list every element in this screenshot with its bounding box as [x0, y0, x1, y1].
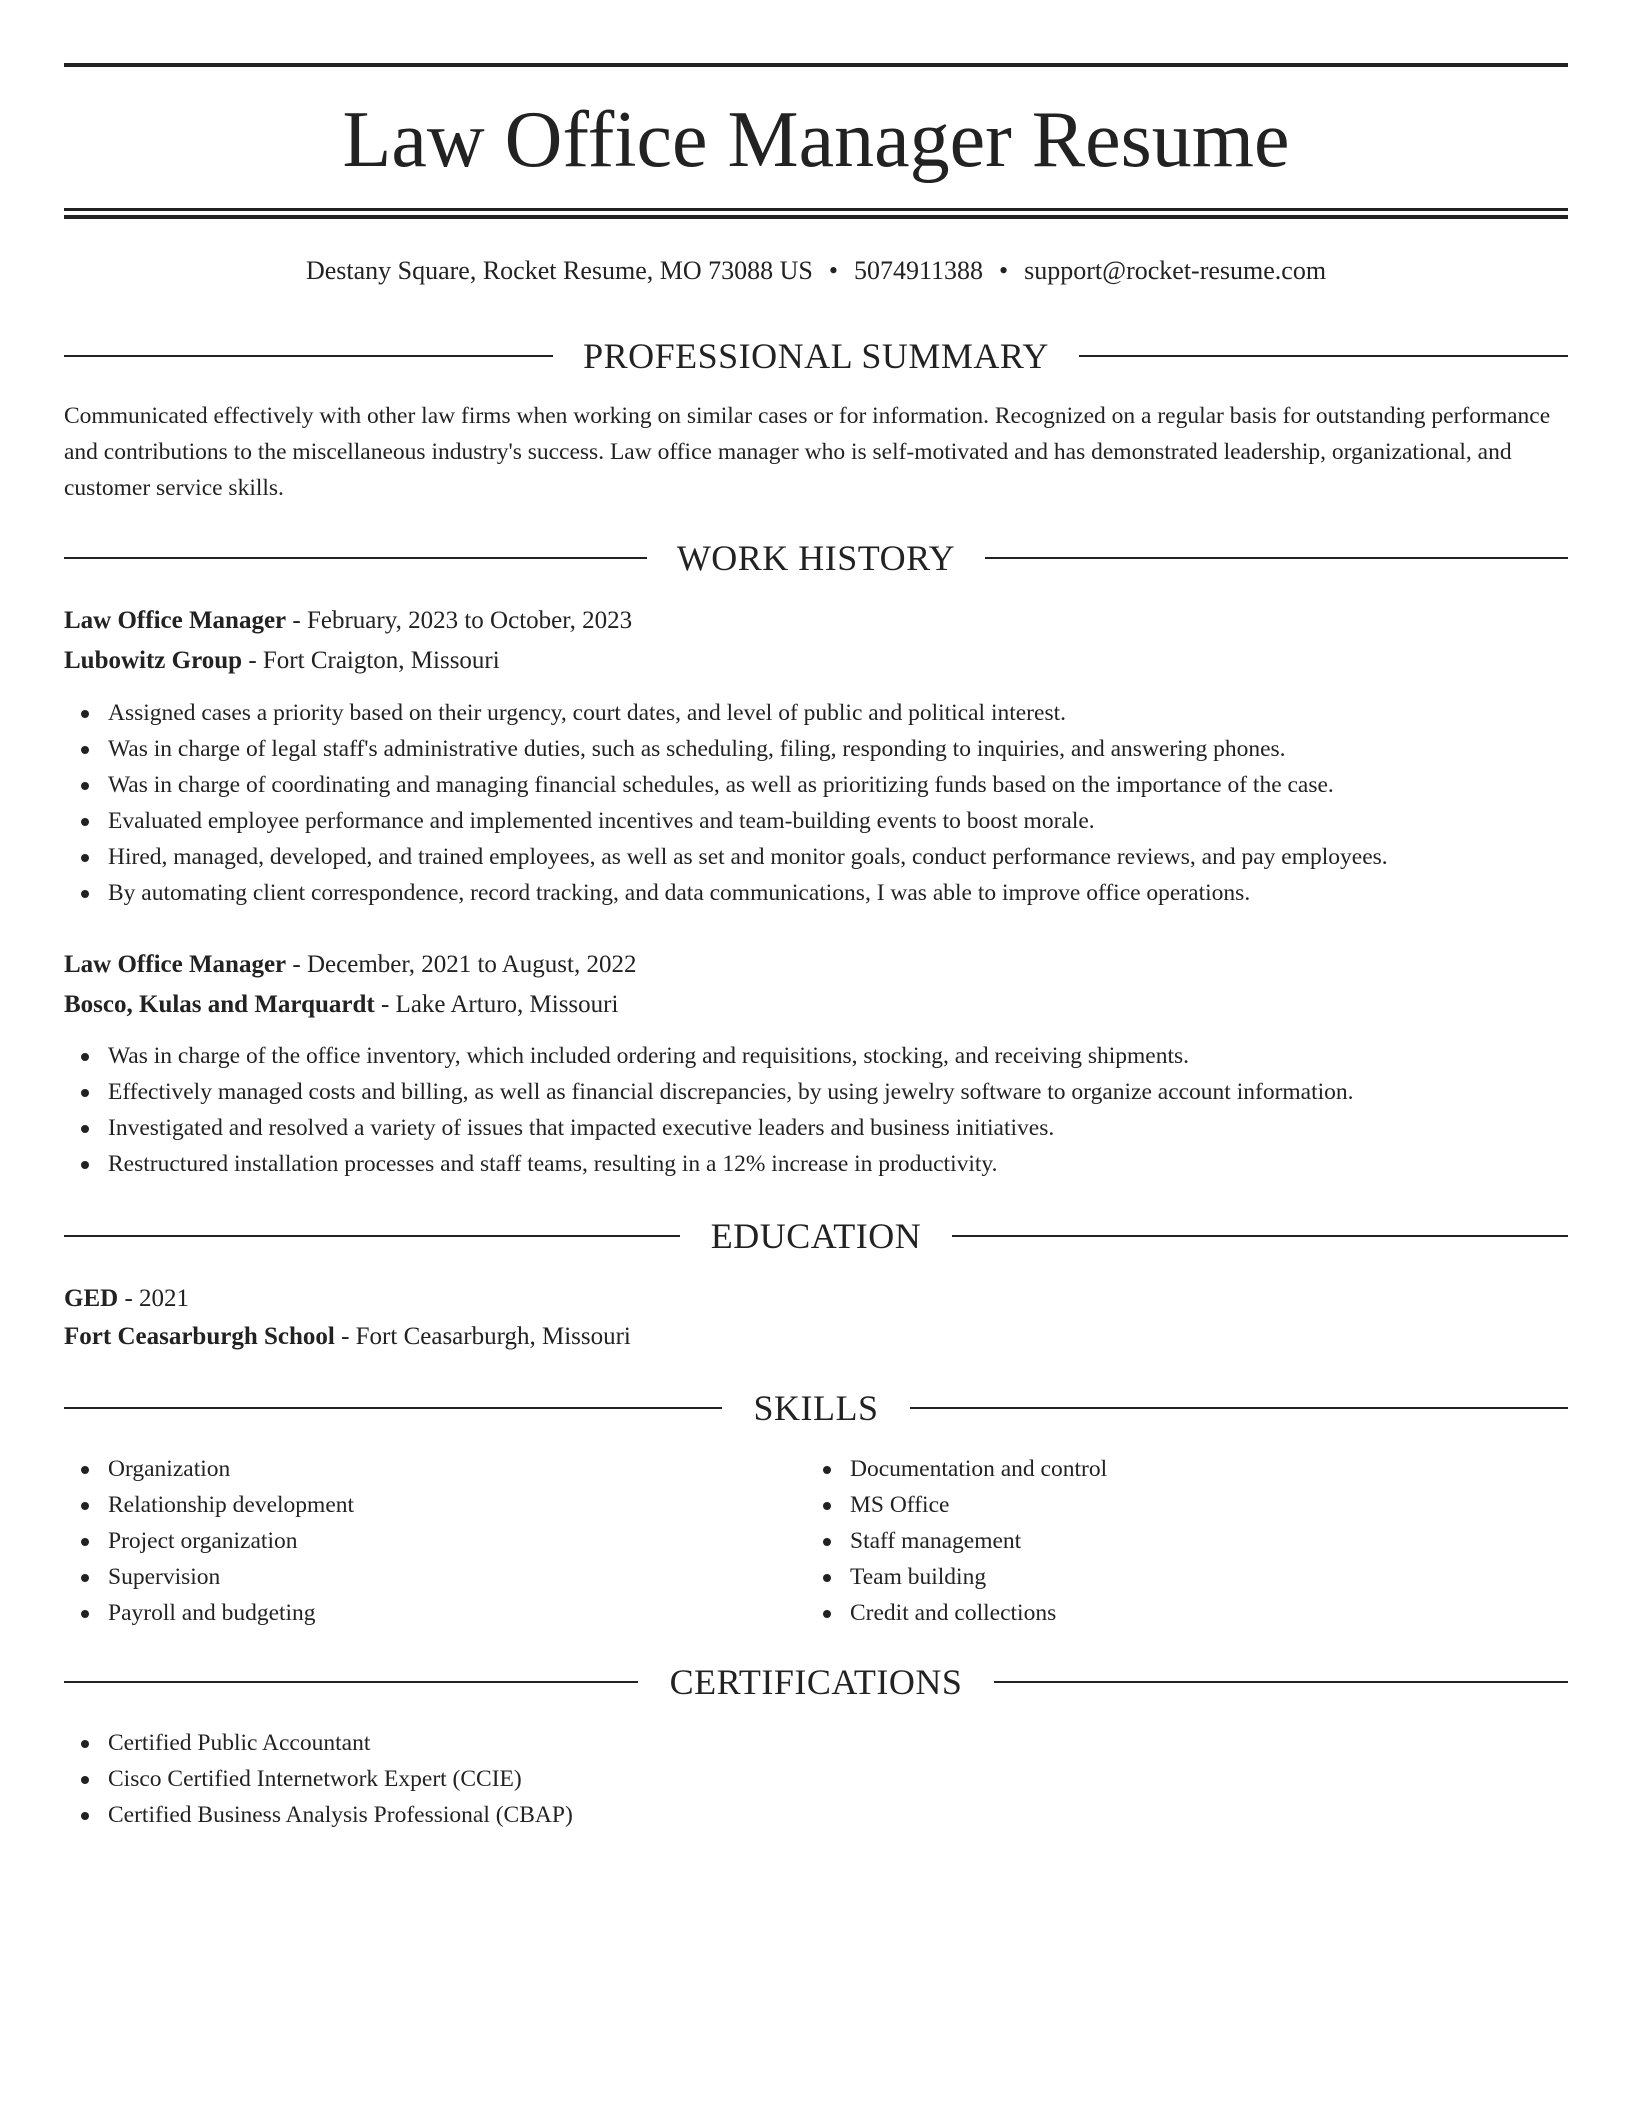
list-item: MS Office [806, 1487, 1107, 1523]
education-degree-line [64, 1281, 189, 1317]
list-item: Hired, managed, developed, and trained employees, as well as set and monitor goals, conduct performance reviews, and pay employees. [64, 839, 1388, 875]
list-item: Team building [806, 1559, 1107, 1595]
list-item: Was in charge of coordinating and managing financial schedules, as well as prioritizing funds based on the importance of the case. [64, 767, 1388, 803]
section-title: SKILLS [753, 1388, 879, 1428]
job-dates: - December, 2021 to August, 2022 [286, 951, 637, 978]
list-item: Cisco Certified Internetwork Expert (CCIE) [64, 1761, 573, 1797]
section-rule-right [910, 1407, 1568, 1409]
list-item: Certified Business Analysis Professional (CBAP) [64, 1797, 573, 1833]
list-item: By automating client correspondence, record tracking, and data communications, I was able to improve office operations. [64, 875, 1388, 911]
list-item: Certified Public Accountant [64, 1725, 573, 1761]
section-title: CERTIFICATIONS [669, 1662, 963, 1702]
job-title: Law Office Manager [64, 607, 287, 634]
education-school: Fort Ceasarburgh School [64, 1323, 335, 1350]
list-item: Relationship development [64, 1487, 354, 1523]
section-title: PROFESSIONAL SUMMARY [583, 336, 1049, 376]
section-rule-right [985, 557, 1568, 559]
list-item: Evaluated employee performance and implemented incentives and team-building events to boost morale. [64, 803, 1388, 839]
section-header-summary [64, 332, 1568, 380]
list-item: Project organization [64, 1523, 354, 1559]
section-rule-right [1079, 355, 1568, 357]
section-header-skills [64, 1384, 1568, 1432]
summary-paragraph: Communicated effectively with other law firms when working on similar cases or for information. Recognized on a regular basis for outstanding performance and contributions to the miscellaneous industry's success. Law office manager who is self-motivated and has demonstrated leadership, organizational, and customer service skills. [64, 403, 1551, 501]
job-company-line [64, 643, 500, 679]
section-header-certifications [64, 1658, 1568, 1706]
list-item: Documentation and control [806, 1451, 1107, 1487]
list-item: Was in charge of the office inventory, which included ordering and requisitions, stocking, and receiving shipments. [64, 1038, 1354, 1074]
list-item: Supervision [64, 1559, 354, 1595]
job-location: - Fort Craigton, Missouri [242, 647, 500, 674]
contact-separator: • [828, 256, 838, 285]
list-item: Restructured installation processes and staff teams, resulting in a 12% increase in productivity. [64, 1146, 1354, 1182]
list-item: Credit and collections [806, 1595, 1107, 1631]
skills-list-right [806, 1451, 1107, 1631]
section-title: WORK HISTORY [676, 538, 956, 578]
list-item: Payroll and budgeting [64, 1595, 354, 1631]
list-item: Was in charge of legal staff's administrative duties, such as scheduling, filing, responding to inquiries, and answering phones. [64, 731, 1388, 767]
page-title: Law Office Manager Resume [342, 96, 1290, 184]
top-rule [64, 63, 1568, 67]
list-item: Investigated and resolved a variety of issues that impacted executive leaders and business initiatives. [64, 1110, 1354, 1146]
skills-list-left [64, 1451, 354, 1631]
job-title-line [64, 603, 632, 639]
job-company: Lubowitz Group [64, 647, 243, 674]
job-bullet-list [64, 1038, 1354, 1182]
title-double-rule-upper [64, 208, 1568, 211]
section-title: EDUCATION [710, 1216, 922, 1256]
section-rule-right [994, 1681, 1568, 1683]
list-item: Staff management [806, 1523, 1107, 1559]
education-school-line [64, 1319, 631, 1355]
job-bullet-list [64, 695, 1388, 911]
list-item: Effectively managed costs and billing, as well as financial discrepancies, by using jewelry software to organize account information. [64, 1074, 1354, 1110]
certifications-list [64, 1725, 573, 1833]
job-title: Law Office Manager [64, 951, 287, 978]
education-degree: GED [64, 1285, 119, 1312]
contact-separator: • [999, 256, 1009, 285]
job-company: Bosco, Kulas and Marquardt [64, 991, 375, 1018]
contact-email: support@rocket-resume.com [1024, 256, 1327, 285]
contact-line [64, 253, 1568, 289]
education-year: - 2021 [118, 1285, 190, 1312]
job-company-line [64, 987, 618, 1023]
section-rule-right [952, 1235, 1568, 1237]
education-location: - Fort Ceasarburgh, Missouri [334, 1323, 631, 1350]
title-double-rule-lower [64, 215, 1568, 219]
job-dates: - February, 2023 to October, 2023 [286, 607, 633, 634]
job-title-line [64, 947, 637, 983]
list-item: Assigned cases a priority based on their urgency, court dates, and level of public and political interest. [64, 695, 1388, 731]
section-header-education [64, 1212, 1568, 1260]
job-location: - Lake Arturo, Missouri [374, 991, 619, 1018]
list-item: Organization [64, 1451, 354, 1487]
section-header-work-history [64, 534, 1568, 582]
contact-phone: 5074911388 [853, 256, 984, 285]
contact-address: Destany Square, Rocket Resume, MO 73088 US [305, 256, 813, 285]
